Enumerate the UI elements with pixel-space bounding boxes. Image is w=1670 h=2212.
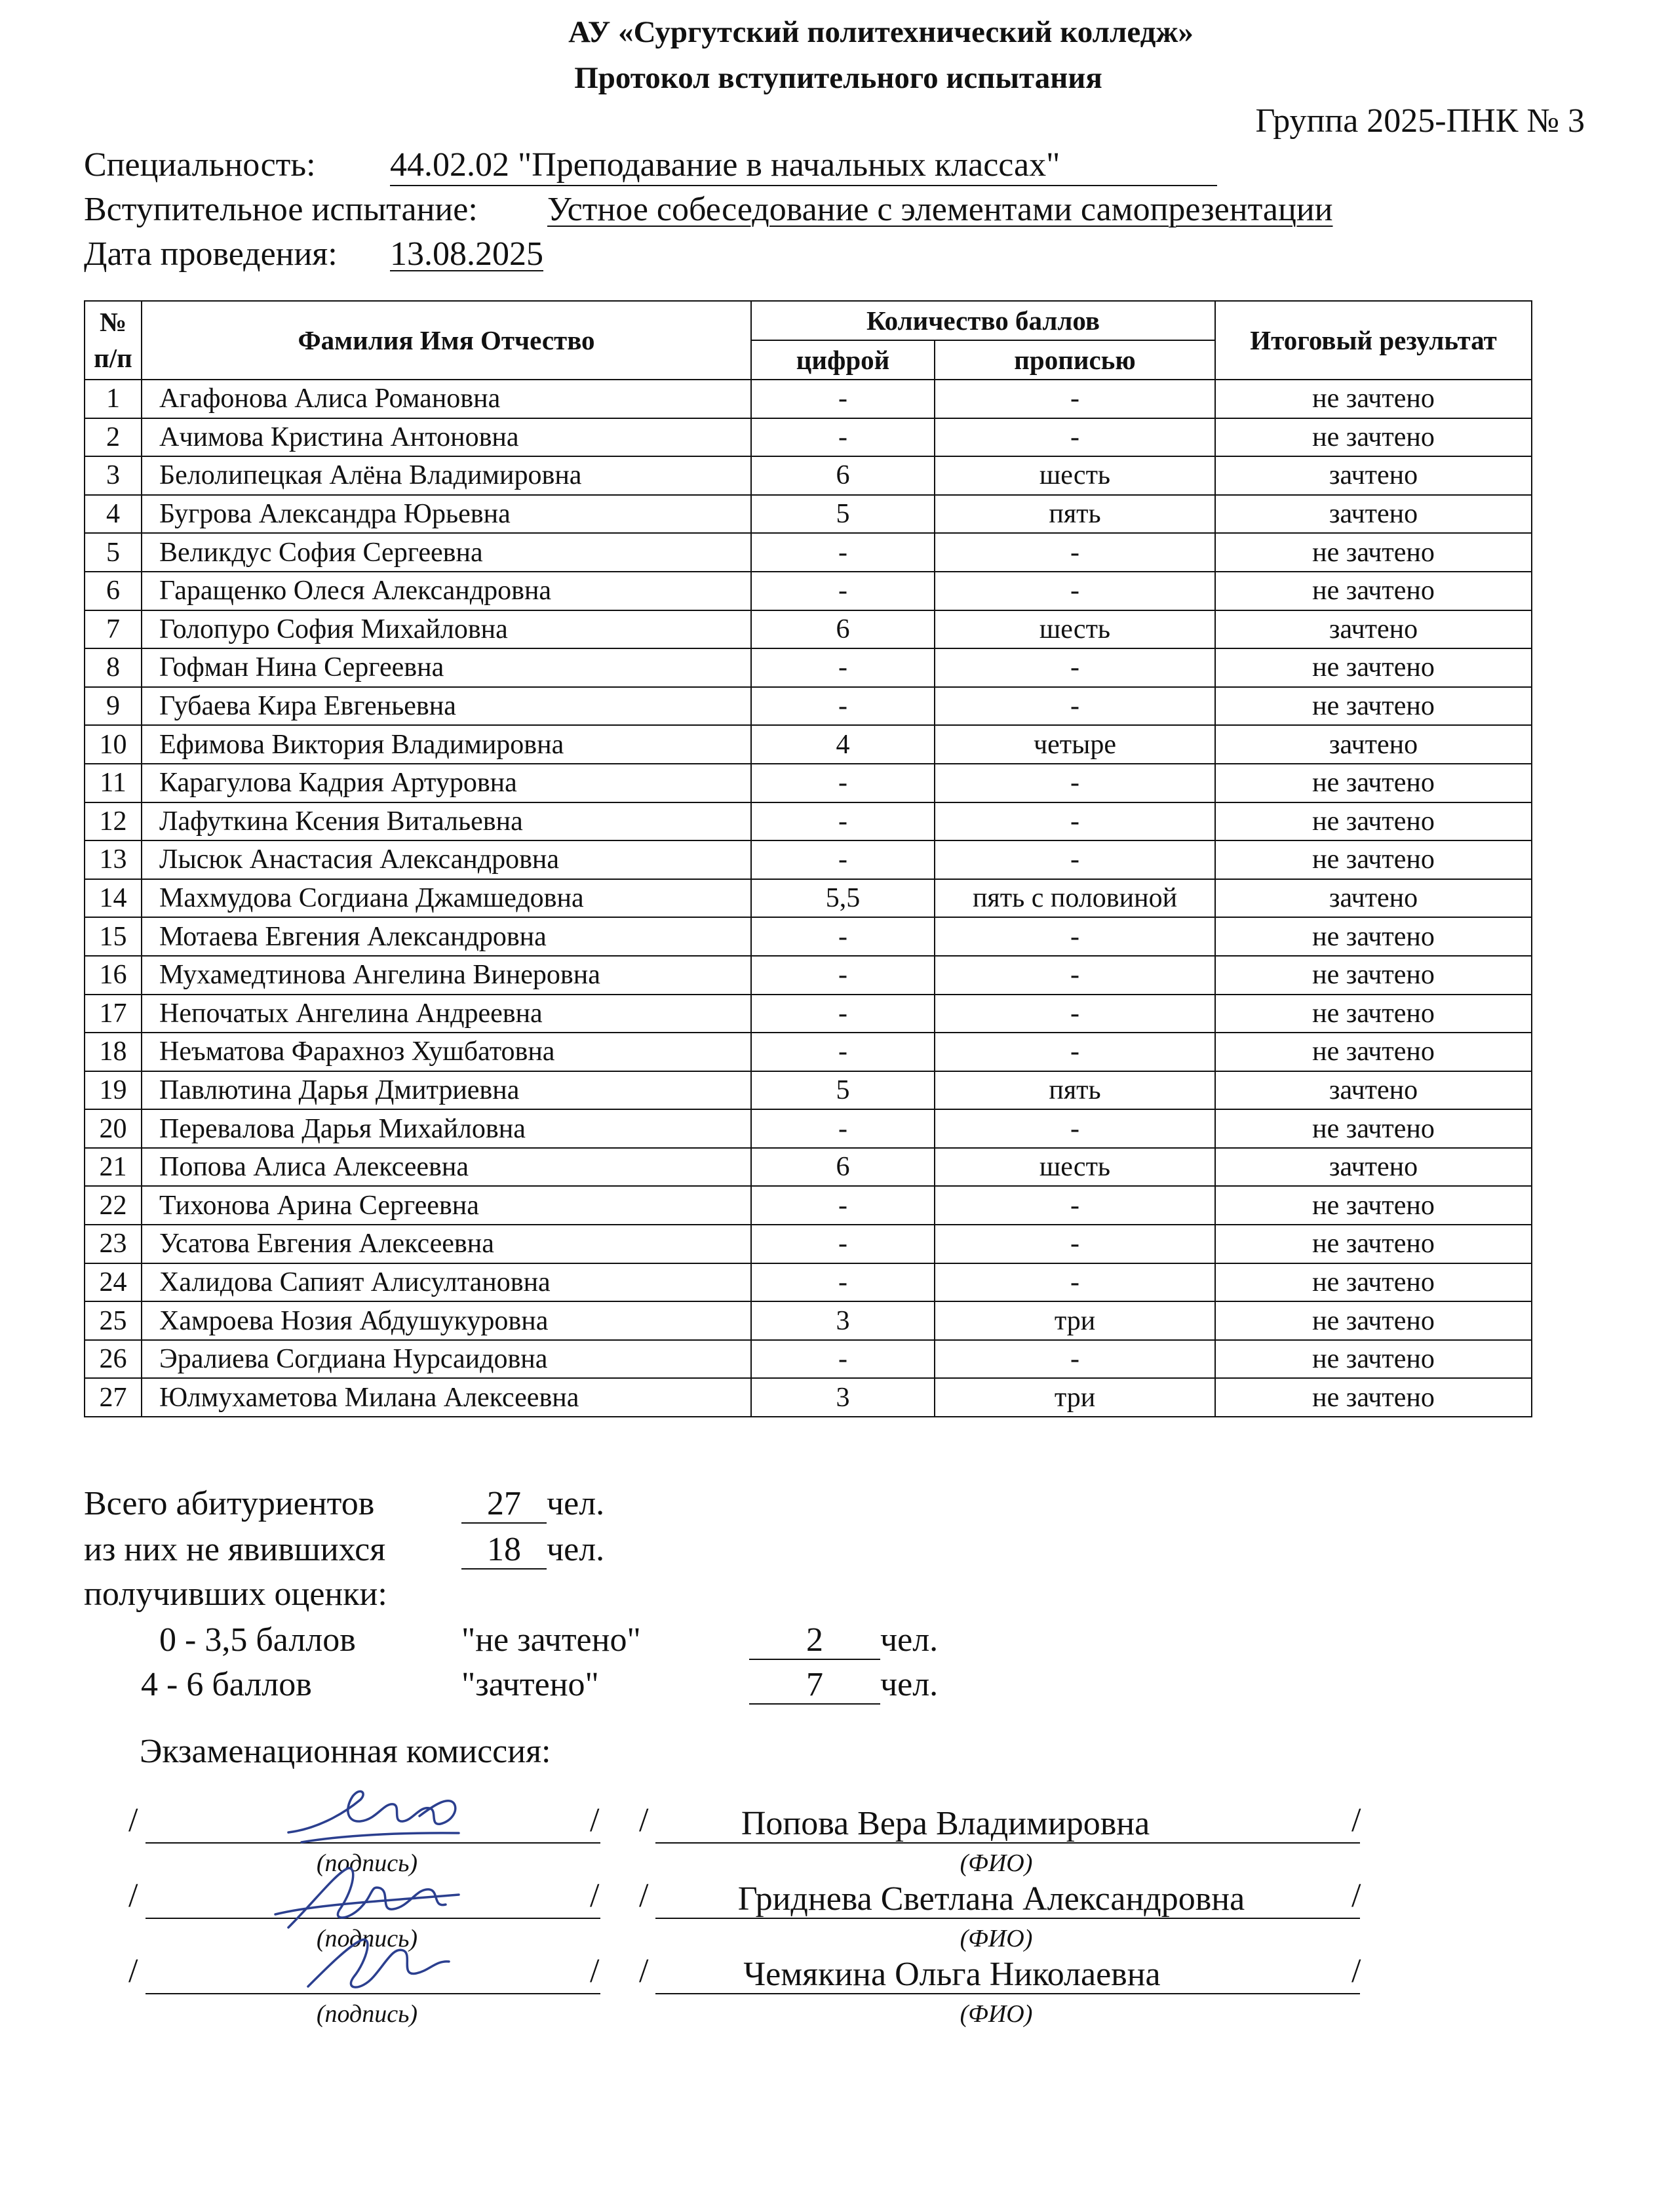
row-number: 27 [85,1378,142,1417]
slash: / [590,1802,600,1839]
final-result: не зачтено [1215,572,1532,610]
student-name: Голопуро София Михайловна [142,610,751,649]
total-value: 27 [461,1485,547,1524]
student-name: Великдус София Сергеевна [142,533,751,572]
student-name: Мухамедтинова Ангелина Винеровна [142,956,751,995]
total-unit: чел. [547,1485,605,1522]
table-row [85,648,1532,687]
student-name: Мотаева Евгения Александровна [142,917,751,956]
table-row [85,1148,1532,1187]
row-number: 8 [85,648,142,687]
table-row [85,495,1532,534]
table-row [85,687,1532,726]
row-number: 15 [85,917,142,956]
score-digits: - [751,572,935,610]
student-name: Тихонова Арина Сергеевна [142,1186,751,1225]
student-name: Юлмухаметова Милана Алексеевна [142,1378,751,1417]
row-number: 20 [85,1109,142,1148]
absent-value: 18 [461,1531,547,1570]
slash: / [1351,1877,1361,1914]
table-row [85,1378,1532,1417]
table-row [85,1109,1532,1148]
range2-unit: чел. [880,1666,939,1703]
score-digits: 3 [751,1301,935,1340]
final-result: не зачтено [1215,840,1532,879]
score-words: - [935,917,1215,956]
row-number: 25 [85,1301,142,1340]
score-digits: 3 [751,1378,935,1417]
final-result: не зачтено [1215,380,1532,418]
student-name: Непочатых Ангелина Андреевна [142,995,751,1033]
student-name: Бугрова Александра Юрьевна [142,495,751,534]
student-name: Гаращенко Олеся Александровна [142,572,751,610]
date-label: Дата проведения: [84,235,338,273]
score-words: пять [935,495,1215,534]
table-row [85,764,1532,802]
slash: / [639,1877,649,1914]
table-row [85,879,1532,918]
date-value: 13.08.2025 [390,235,543,273]
table-row [85,456,1532,495]
final-result: не зачтено [1215,764,1532,802]
student-name: Губаева Кира Евгеньевна [142,687,751,726]
table-row [85,995,1532,1033]
column-header-result: Итоговый результат [1215,301,1532,380]
row-number: 11 [85,764,142,802]
row-number: 1 [85,380,142,418]
final-result: не зачтено [1215,1378,1532,1417]
row-number: 13 [85,840,142,879]
row-number: 3 [85,456,142,495]
range1-unit: чел. [880,1621,939,1659]
final-result: не зачтено [1215,418,1532,457]
student-name: Перевалова Дарья Михайловна [142,1109,751,1148]
student-name: Ефимова Виктория Владимировна [142,725,751,764]
signature-caption: (подпись) [316,1849,418,1877]
row-number: 24 [85,1263,142,1302]
table-row [85,1301,1532,1340]
row-number: 16 [85,956,142,995]
score-words: - [935,1263,1215,1302]
row-number: 23 [85,1225,142,1263]
exam-value: Устное собеседование с элементами самопрезентации [547,191,1333,228]
column-header-points: Количество баллов [751,301,1215,340]
table-row [85,1340,1532,1379]
column-header-name: Фамилия Имя Отчество [142,301,751,380]
score-words: - [935,1033,1215,1071]
student-name: Павлютина Дарья Дмитриевна [142,1071,751,1110]
final-result: не зачтено [1215,1225,1532,1263]
college-title: АУ «Сургутский политехнический колледж» [568,15,1194,49]
range2-label: 4 - 6 баллов [141,1666,312,1703]
score-digits: - [751,648,935,687]
score-digits: - [751,1109,935,1148]
row-number: 14 [85,879,142,918]
student-name: Белолипецкая Алёна Владимировна [142,456,751,495]
score-digits: - [751,995,935,1033]
score-words: - [935,572,1215,610]
table-body [85,380,1532,1417]
row-number: 26 [85,1340,142,1379]
score-digits: 5,5 [751,879,935,918]
score-words: - [935,995,1215,1033]
score-digits: 5 [751,1071,935,1110]
score-digits: 4 [751,725,935,764]
final-result: зачтено [1215,1071,1532,1110]
score-words: пять [935,1071,1215,1110]
absent-unit: чел. [547,1531,605,1568]
score-digits: - [751,418,935,457]
table-row [85,917,1532,956]
slash: / [1351,1952,1361,1990]
row-number: 10 [85,725,142,764]
signature-3 [269,1914,465,2006]
score-digits: - [751,956,935,995]
student-name: Попова Алиса Алексеевна [142,1148,751,1187]
slash: / [590,1877,600,1914]
student-name: Карагулова Кадрия Артуровна [142,764,751,802]
slash: / [128,1952,138,1990]
final-result: не зачтено [1215,1033,1532,1071]
score-words: - [935,648,1215,687]
student-name: Агафонова Алиса Романовна [142,380,751,418]
fio-caption: (ФИО) [960,2000,1033,2028]
score-digits: - [751,1225,935,1263]
final-result: зачтено [1215,879,1532,918]
student-name: Халидова Сапият Алисултановна [142,1263,751,1302]
score-digits: - [751,840,935,879]
score-digits: 5 [751,495,935,534]
absent-label: из них не явившихся [84,1531,386,1568]
range2-value: 7 [749,1666,880,1705]
table-row [85,380,1532,418]
student-name: Махмудова Согдиана Джамшедовна [142,879,751,918]
final-result: не зачтено [1215,687,1532,726]
fio-caption: (ФИО) [960,1849,1033,1877]
table-row [85,418,1532,457]
score-words: - [935,1225,1215,1263]
final-result: не зачтено [1215,956,1532,995]
range1-label: 0 - 3,5 баллов [159,1621,356,1659]
group-label: Группа 2025-ПНК № 3 [1255,102,1585,140]
score-digits: 6 [751,456,935,495]
table-row [85,1033,1532,1071]
row-number: 18 [85,1033,142,1071]
slash: / [590,1952,600,1990]
final-result: не зачтено [1215,1301,1532,1340]
row-number: 2 [85,418,142,457]
score-words: - [935,380,1215,418]
total-label: Всего абитуриентов [84,1485,375,1522]
score-digits: - [751,802,935,841]
final-result: зачтено [1215,495,1532,534]
score-words: - [935,1340,1215,1379]
score-words: шесть [935,610,1215,649]
table-row [85,1225,1532,1263]
final-result: не зачтено [1215,1263,1532,1302]
signature-caption: (подпись) [316,2000,418,2028]
table-row [85,610,1532,649]
score-words: - [935,802,1215,841]
slash: / [128,1877,138,1914]
score-words: - [935,533,1215,572]
table-row [85,802,1532,841]
score-words: - [935,1109,1215,1148]
member-name: Чемякина Ольга Николаевна [743,1956,1161,1993]
slash: / [1351,1802,1361,1839]
row-number: 21 [85,1148,142,1187]
score-digits: - [751,1263,935,1302]
row-number: 6 [85,572,142,610]
student-name: Лафуткина Ксения Витальевна [142,802,751,841]
graded-label: получивших оценки: [84,1575,387,1613]
fio-caption: (ФИО) [960,1925,1033,1952]
score-words: шесть [935,456,1215,495]
exam-label: Вступительное испытание: [84,191,478,228]
score-words: три [935,1301,1215,1340]
score-digits: - [751,380,935,418]
table-row [85,1186,1532,1225]
score-digits: - [751,533,935,572]
table-row [85,533,1532,572]
score-words: пять с половиной [935,879,1215,918]
final-result: не зачтено [1215,1109,1532,1148]
student-name: Эралиева Согдиана Нурсаидовна [142,1340,751,1379]
range1-status: "не зачтено" [461,1621,641,1659]
final-result: не зачтено [1215,1186,1532,1225]
slash: / [639,1802,649,1839]
final-result: зачтено [1215,725,1532,764]
column-header-number: № п/п [85,301,142,380]
score-words: - [935,687,1215,726]
specialty-label: Специальность: [84,146,316,184]
student-name: Ачимова Кристина Антоновна [142,418,751,457]
score-digits: - [751,687,935,726]
student-name: Неъматова Фарахноз Хушбатовна [142,1033,751,1071]
row-number: 22 [85,1186,142,1225]
row-number: 12 [85,802,142,841]
column-header-digits: цифрой [751,340,935,380]
score-words: - [935,418,1215,457]
table-row [85,1263,1532,1302]
score-digits: - [751,917,935,956]
score-digits: 6 [751,610,935,649]
score-digits: - [751,1033,935,1071]
row-number: 5 [85,533,142,572]
slash: / [639,1952,649,1990]
table-row [85,572,1532,610]
score-digits: - [751,1340,935,1379]
range2-status: "зачтено" [461,1666,599,1703]
protocol-title: Протокол вступительного испытания [574,61,1102,95]
final-result: зачтено [1215,1148,1532,1187]
table-row [85,840,1532,879]
row-number: 17 [85,995,142,1033]
column-header-words: прописью [935,340,1215,380]
score-words: - [935,840,1215,879]
commission-title: Экзаменационная комиссия: [140,1733,551,1770]
score-digits: 6 [751,1148,935,1187]
signature-1 [262,1770,472,1862]
table-row [85,1071,1532,1110]
final-result: не зачтено [1215,648,1532,687]
final-result: не зачтено [1215,1340,1532,1379]
row-number: 19 [85,1071,142,1110]
row-number: 4 [85,495,142,534]
final-result: не зачтено [1215,533,1532,572]
final-result: не зачтено [1215,802,1532,841]
specialty-value: 44.02.02 "Преподавание в начальных классах" [390,146,1217,186]
score-words: - [935,764,1215,802]
student-name: Усатова Евгения Алексеевна [142,1225,751,1263]
table-row [85,956,1532,995]
signature-caption: (подпись) [316,1925,418,1952]
table-row [85,725,1532,764]
score-words: три [935,1378,1215,1417]
final-result: зачтено [1215,610,1532,649]
member-name: Гриднева Светлана Александровна [737,1880,1245,1918]
score-digits: - [751,764,935,802]
final-result: не зачтено [1215,917,1532,956]
student-name: Лысюк Анастасия Александровна [142,840,751,879]
score-words: - [935,956,1215,995]
row-number: 7 [85,610,142,649]
results-table [84,300,1532,1417]
member-name: Попова Вера Владимировна [741,1805,1150,1842]
student-name: Гофман Нина Сергеевна [142,648,751,687]
slash: / [128,1802,138,1839]
score-words: - [935,1186,1215,1225]
row-number: 9 [85,687,142,726]
student-name: Хамроева Нозия Абдушукуровна [142,1301,751,1340]
final-result: не зачтено [1215,995,1532,1033]
score-words: шесть [935,1148,1215,1187]
score-digits: - [751,1186,935,1225]
range1-value: 2 [749,1621,880,1660]
score-words: четыре [935,725,1215,764]
final-result: зачтено [1215,456,1532,495]
